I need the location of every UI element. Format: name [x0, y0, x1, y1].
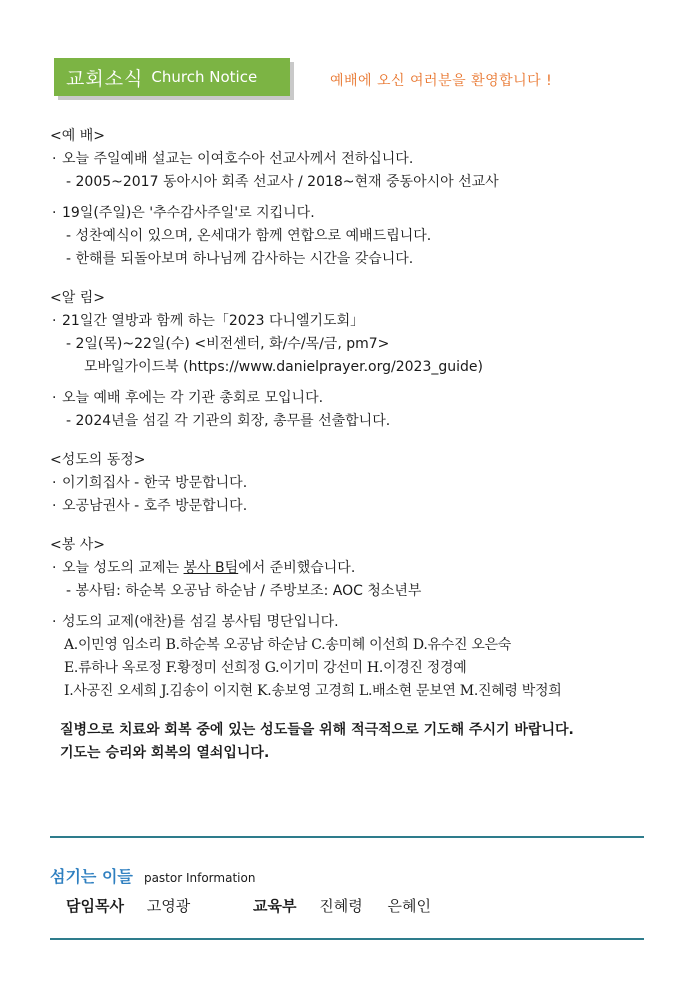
members-section-title: <성도의 동정>	[50, 452, 146, 468]
service-item: · 성도의 교제(애찬)를 섬길 봉사팀 명단입니다.	[50, 611, 650, 634]
senior-pastor-name: 고영광	[146, 897, 191, 915]
members-item: · 이기희집사 - 한국 방문합니다.	[50, 472, 650, 495]
worship-subitem: - 한해를 되돌아보며 하나님께 감사하는 시간을 갖습니다.	[66, 251, 414, 267]
header-title-ko: 교회소식	[66, 67, 144, 90]
prayer-request: 질병으로 치료와 회복 중에 있는 성도들을 위해 적극적으로 기도해 주시기 바랍니다.	[60, 722, 574, 738]
notice-content	[50, 125, 650, 765]
service-subitem: - 봉사팀: 하순복 오공남 하순남 / 주방보조: AOC 청소년부	[66, 583, 422, 599]
divider-top	[50, 836, 644, 838]
prayer-request: 기도는 승리와 회복의 열쇠입니다.	[60, 745, 270, 761]
service-item	[50, 557, 650, 580]
pastor-info-title	[50, 864, 255, 887]
staff-list	[66, 895, 431, 916]
guide-link[interactable]: 모바일가이드북 (https://www.danielprayer.org/2023_guide)	[84, 359, 483, 375]
team-list-row: E.류하나 옥로정 F.황정미 선희정 G.이기미 강선미 H.이경진 정경예	[64, 660, 467, 676]
divider-bottom	[50, 938, 644, 940]
team-list-row: I.사공진 오세희 J.김송이 이지현 K.송보영 고경희 L.배소현 문보연 M.진혜령 박정희	[64, 683, 562, 699]
worship-item: · 오늘 주일예배 설교는 이여호수아 선교사께서 전하십니다.	[50, 148, 650, 171]
service-text: 오늘 성도의 교제는	[62, 560, 184, 576]
senior-pastor-role: 담임목사	[66, 897, 124, 915]
worship-subitem: - 2005~2017 동아시아 회족 선교사 / 2018~현재 중동아시아 선교사	[66, 174, 499, 190]
notice-item: · 오늘 예배 후에는 각 기관 총회로 모입니다.	[50, 387, 650, 410]
worship-subitem: - 성찬예식이 있으며, 온세대가 함께 연합으로 예배드립니다.	[66, 228, 432, 244]
notice-item: · 21일간 열방과 함께 하는「2023 다니엘기도회」	[50, 310, 650, 333]
welcome-message: 예배에 오신 여러분을 환영합니다 !	[330, 73, 553, 89]
service-text: 에서 준비했습니다.	[238, 560, 356, 576]
church-notice-header	[54, 58, 290, 96]
education-role: 교육부	[253, 897, 297, 915]
education-staff-name: 은혜인	[387, 897, 432, 915]
header-title-en: Church Notice	[151, 68, 258, 86]
education-staff-name: 진혜령	[319, 897, 363, 915]
service-section-title: <봉 사>	[50, 537, 105, 553]
service-team-underlined: 봉사 B팀	[183, 560, 239, 576]
pastor-title-en: pastor Information	[143, 871, 256, 885]
team-list-row: A.이민영 임소리 B.하순복 오공남 하순남 C.송미혜 이선희 D.유수진 오은숙	[64, 637, 511, 653]
notice-section-title: <알 림>	[50, 290, 105, 306]
worship-item: · 19일(주일)은 '추수감사주일'로 지킵니다.	[50, 202, 650, 225]
members-item: · 오공남권사 - 호주 방문합니다.	[50, 495, 650, 518]
pastor-title-ko: 섬기는 이들	[50, 867, 133, 886]
notice-subitem: - 2일(목)~22일(수) <비전센터, 화/수/목/금, pm7>	[66, 336, 390, 352]
notice-subitem: - 2024년을 섬길 각 기관의 회장, 총무를 선출합니다.	[66, 413, 391, 429]
worship-section-title: <예 배>	[50, 128, 105, 144]
